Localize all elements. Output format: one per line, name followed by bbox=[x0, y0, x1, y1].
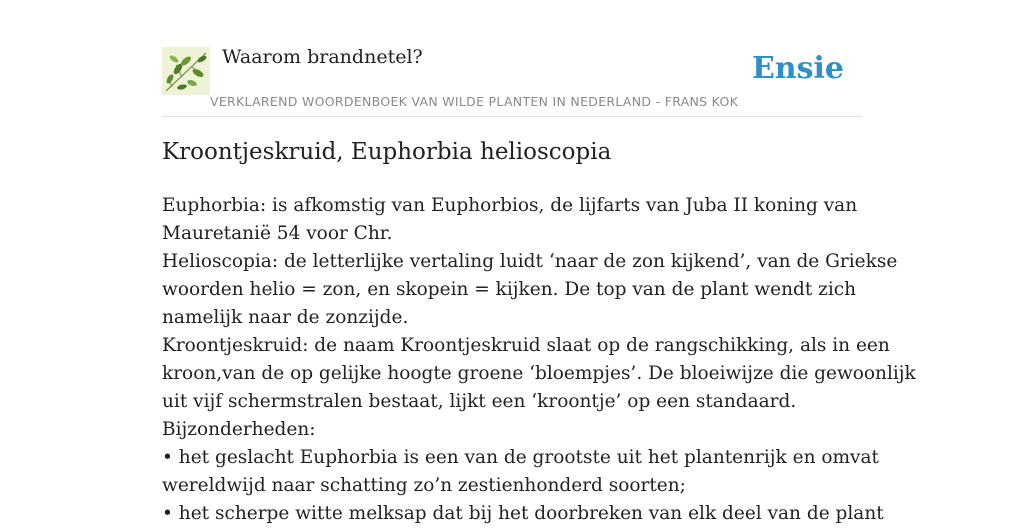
entry-line: • het scherpe witte melksap dat bij het doorbreken van elk deel van de plant bbox=[162, 503, 884, 524]
entry-body bbox=[162, 192, 916, 528]
entry-line: Mauretanië 54 voor Chr. bbox=[162, 223, 393, 244]
entry-line: wereldwijd naar schatting zo’n zestienhonderd soorten; bbox=[162, 475, 686, 496]
entry-line: kroon,van de op gelijke hoogte groene ‘bloempjes’. De bloeiwijze die gewoonlijk bbox=[162, 363, 916, 384]
brand-logo[interactable]: Ensie bbox=[751, 51, 844, 86]
book-avatar[interactable] bbox=[162, 47, 210, 95]
entry-line: Helioscopia: de letterlijke vertaling luidt ‘naar de zon kijkend’, van de Griekse bbox=[162, 251, 898, 272]
book-header bbox=[162, 44, 862, 117]
leaf-branch-icon bbox=[162, 47, 210, 95]
book-subtitle[interactable]: VERKLAREND WOORDENBOEK VAN WILDE PLANTEN IN NEDERLAND - FRANS KOK bbox=[210, 94, 739, 109]
entry-title: Kroontjeskruid, Euphorbia helioscopia bbox=[162, 139, 612, 165]
entry-line: • het geslacht Euphorbia is een van de grootste uit het plantenrijk en omvat bbox=[162, 447, 879, 468]
book-title[interactable]: Waarom brandnetel? bbox=[222, 46, 423, 68]
entry-line: namelijk naar de zonzijde. bbox=[162, 307, 409, 328]
entry-line: Euphorbia: is afkomstig van Euphorbios, de lijfarts van Juba II koning van bbox=[162, 195, 858, 216]
entry-line: Kroontjeskruid: de naam Kroontjeskruid slaat op de rangschikking, als in een bbox=[162, 335, 890, 356]
entry-line: uit vijf schermstralen bestaat, lijkt een ‘kroontje’ op een standaard. bbox=[162, 391, 797, 412]
entry-line: woorden helio = zon, en skopein = kijken. De top van de plant wendt zich bbox=[162, 279, 857, 300]
entry-line: Bijzonderheden: bbox=[162, 419, 316, 440]
